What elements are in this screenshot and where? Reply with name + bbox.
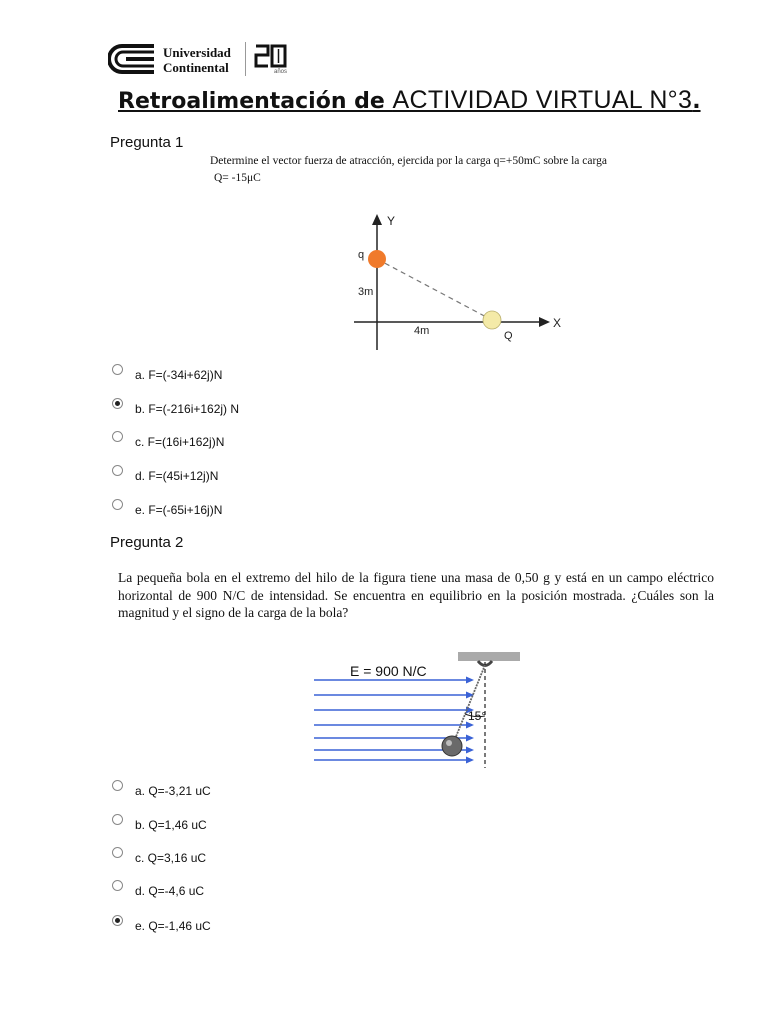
field-line-arrow-icon	[466, 747, 474, 754]
q2-option-b[interactable]	[112, 816, 207, 832]
vertical-distance-label: 3m	[358, 286, 374, 298]
q2-option-a-radio[interactable]	[112, 780, 123, 791]
ball-highlight	[446, 740, 452, 746]
q2-option-e-label: e. Q=-1,46 uC	[135, 918, 211, 933]
q2-option-c[interactable]	[112, 849, 206, 865]
q1-option-c-label: c. F=(16i+162j)N	[135, 434, 225, 449]
field-line-arrow-icon	[466, 677, 474, 684]
question-1-statement-line-2: Q= -15μC	[214, 172, 261, 184]
q1-option-a-radio[interactable]	[112, 364, 123, 375]
q2-option-d-radio[interactable]	[112, 880, 123, 891]
charged-ball	[442, 736, 462, 756]
charge-q-label: q	[358, 249, 365, 261]
q2-option-b-radio[interactable]	[112, 814, 123, 825]
q1-option-d-label: d. F=(45i+12j)N	[135, 468, 219, 483]
q1-option-e-radio[interactable]	[112, 499, 123, 510]
charge-Q	[483, 311, 501, 329]
x-axis-arrow-icon	[539, 317, 550, 327]
angle-label: 15°	[468, 709, 487, 723]
title-period: .	[692, 89, 701, 114]
logo-line-2: Continental	[163, 60, 229, 75]
q1-option-e[interactable]	[112, 501, 222, 517]
charge-connecting-line	[377, 259, 490, 319]
university-emblem-icon	[108, 42, 156, 76]
q2-option-a[interactable]	[112, 782, 211, 798]
field-label: E = 900 N/C	[350, 663, 427, 679]
ceiling-support	[458, 652, 520, 661]
field-line-arrow-icon	[466, 735, 474, 742]
q2-option-c-radio[interactable]	[112, 847, 123, 858]
q1-option-b-radio[interactable]	[112, 398, 123, 409]
q1-option-a-label: a. F=(-34i+62j)N	[135, 367, 223, 382]
logo-divider	[245, 42, 246, 76]
y-axis-label: Y	[387, 214, 396, 228]
q2-option-e-radio[interactable]	[112, 915, 123, 926]
q1-option-c-radio[interactable]	[112, 431, 123, 442]
question-1-statement-line-1: Determine el vector fuerza de atracción, ejercida por la carga q=+50mC sobre la carga	[210, 155, 607, 167]
question-2-statement: La pequeña bola en el extremo del hilo de la figura tiene una masa de 0,50 g y está en un campo eléctrico horizontal de 900 N/C de intensidad. Se encuentra en equilibrio en la posición mostrada. ¿Cuáles son la magnitud y el signo de la carga de la bola?	[118, 570, 714, 620]
anniversary-20-icon	[254, 43, 288, 69]
q1-option-b-label: b. F=(-216i+162j) N	[135, 401, 240, 416]
q2-option-e[interactable]	[112, 917, 211, 933]
page-title	[118, 86, 701, 115]
horizontal-distance-label: 4m	[414, 325, 430, 337]
q1-option-e-label: e. F=(-65i+16j)N	[135, 502, 223, 517]
q1-option-c[interactable]	[112, 433, 224, 449]
title-part-2: ACTIVIDAD VIRTUAL N°3	[392, 86, 693, 114]
question-1-title: Pregunta 1	[110, 134, 184, 151]
q1-option-a[interactable]	[112, 366, 222, 382]
q2-option-b-label: b. Q=1,46 uC	[135, 817, 207, 832]
pendulum-string	[453, 665, 485, 744]
field-line-arrow-icon	[466, 757, 474, 764]
question-1-figure	[300, 205, 580, 355]
question-1-statement	[210, 153, 630, 187]
logo-years-word: años	[274, 69, 288, 75]
q1-option-d-radio[interactable]	[112, 465, 123, 476]
question-2-figure	[300, 648, 530, 772]
q2-option-c-label: c. Q=3,16 uC	[135, 850, 207, 865]
logo-line-1: Universidad	[163, 45, 231, 60]
q2-option-a-label: a. Q=-3,21 uC	[135, 783, 211, 798]
q2-option-d-label: d. Q=-4,6 uC	[135, 883, 205, 898]
logo-years-mark	[288, 44, 289, 45]
q1-option-b[interactable]	[112, 400, 239, 416]
title-part-1: Retroalimentación de	[118, 89, 393, 114]
x-axis-label: X	[553, 316, 562, 330]
charge-q	[368, 250, 386, 268]
q2-option-d[interactable]	[112, 882, 204, 898]
y-axis-arrow-icon	[372, 214, 382, 225]
question-2-title: Pregunta 2	[110, 534, 184, 551]
university-logo	[108, 40, 298, 80]
q1-option-d[interactable]	[112, 467, 218, 483]
charge-Q-label: Q	[504, 330, 513, 342]
